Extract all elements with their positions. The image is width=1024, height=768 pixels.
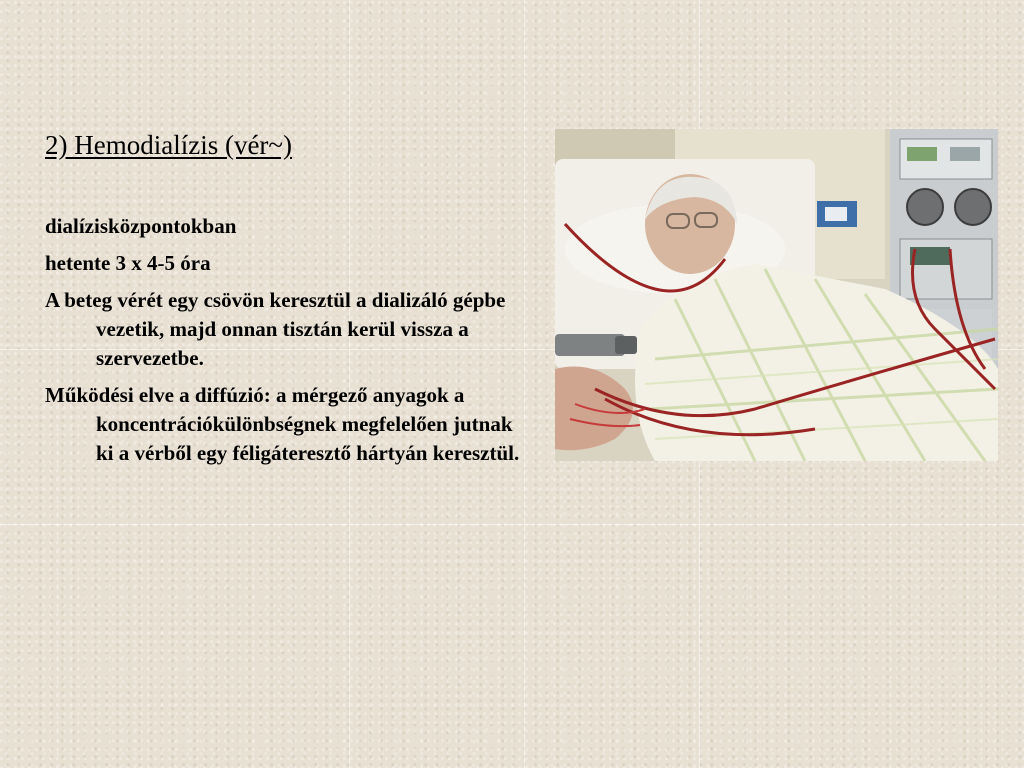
bullet-text: Működési elve a diffúzió: a mérgező anyagok a koncentrációkülönbségnek megfelelően jutnak ki a vérből egy féligáteresztő hártyán keresztül. <box>45 383 520 465</box>
bullet-text: dialízisközpontokban <box>45 214 237 238</box>
background-tile-line <box>0 524 1024 525</box>
slide-title: 2) Hemodialízis (vér~) <box>45 130 293 160</box>
bullet-text: hetente 3 x 4-5 óra <box>45 251 211 275</box>
hemodialysis-patient-photo <box>555 129 998 461</box>
photo-illustration <box>555 129 998 461</box>
slide-body <box>45 212 535 476</box>
bullet-text: A beteg vérét egy csövön keresztül a dializáló gépbe vezetik, majd onnan tisztán kerül vissza a szervezetbe. <box>45 288 506 370</box>
